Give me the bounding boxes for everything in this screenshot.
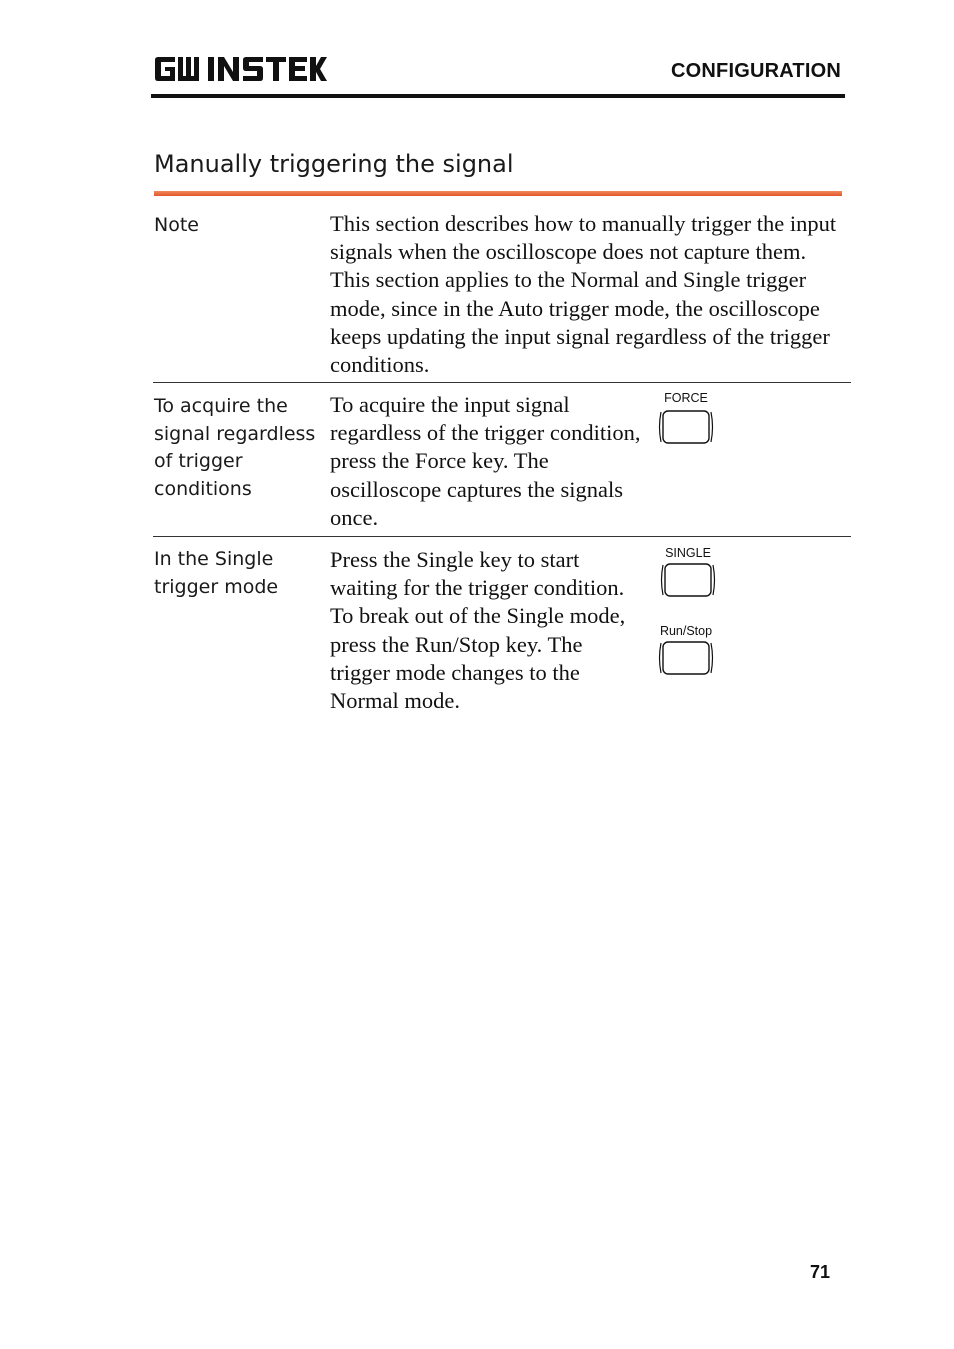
header-section-name: CONFIGURATION <box>671 60 841 82</box>
run-stop-key-button[interactable] <box>657 639 715 677</box>
row-label: In the Single trigger mode <box>154 548 279 598</box>
force-row <box>153 391 851 537</box>
title-underline <box>154 191 842 196</box>
note-row <box>153 210 851 383</box>
row-text: To acquire the input signal regardless of the trigger condition, press the Force key. The oscilloscope captures the signals once. <box>330 392 641 530</box>
single-key-button[interactable] <box>659 561 717 599</box>
row-divider <box>153 382 851 383</box>
row-text: This section describes how to manually trigger the input signals when the oscilloscope does not capture them. This section applies to the Normal and Single trigger mode, since in the Auto trigger mode, the oscilloscope keeps updating the input signal regardless of the trigger conditions. <box>330 211 837 378</box>
force-key-label: FORCE <box>664 391 708 405</box>
row-label: To acquire the signal regardless of trigger conditions <box>154 395 316 500</box>
run-stop-key-label: Run/Stop <box>659 624 713 638</box>
header-rule <box>151 94 845 98</box>
gw-instek-logo <box>153 56 327 82</box>
row-divider <box>153 536 851 537</box>
single-key-label: SINGLE <box>665 546 711 560</box>
row-label: Note <box>154 214 199 236</box>
force-key-button[interactable] <box>657 408 715 446</box>
page-title: Manually triggering the signal <box>154 150 514 178</box>
single-row <box>153 546 851 746</box>
page-number: 71 <box>810 1262 831 1282</box>
row-text: Press the Single key to start waiting for the trigger condition. To break out of the Single mode, press the Run/Stop key. The trigger mode changes to the Normal mode. <box>330 547 626 714</box>
